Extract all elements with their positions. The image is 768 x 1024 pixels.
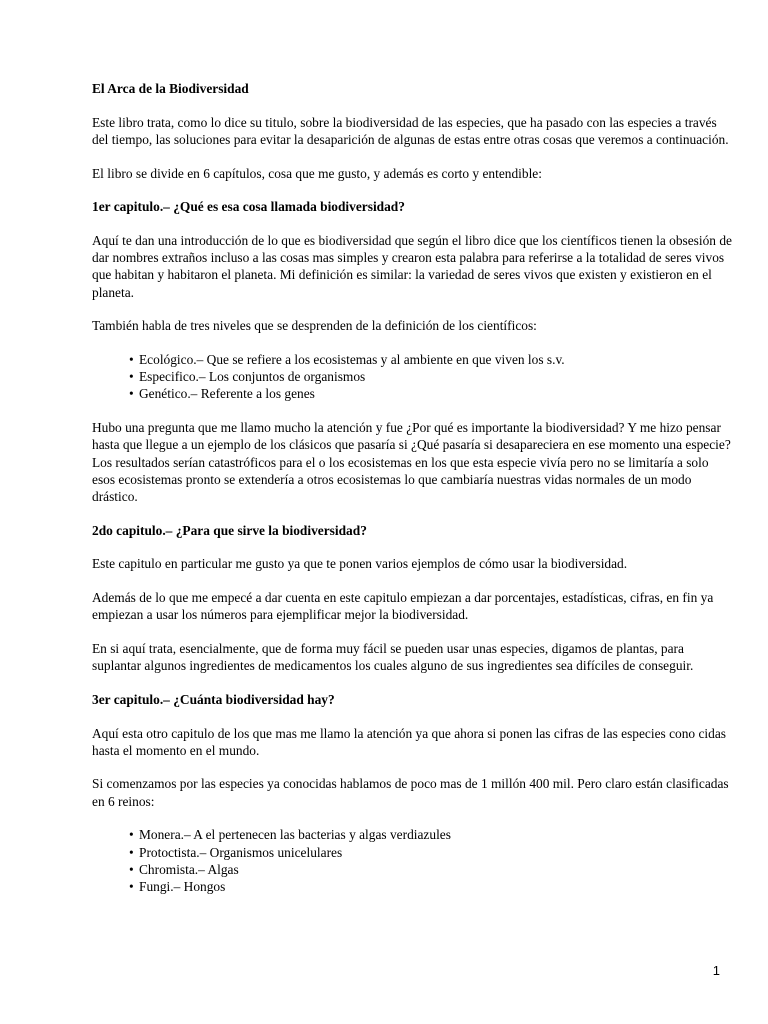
chapter-3-heading: 3er capitulo.– ¿Cuánta biodiversidad hay? [92,691,335,707]
chapter-1-heading: 1er capitulo.– ¿Qué es esa cosa llamada biodiversidad? [92,199,405,215]
chapter-1-paragraph-2: También habla de tres niveles que se desprenden de la definición de los científicos: [92,318,537,334]
list-item [129,878,732,895]
list-item [129,368,732,385]
list-item [129,385,732,402]
list-item [129,351,732,368]
chapter-3-paragraph-1: Aquí esta otro capitulo de los que mas me llamo la atención ya que ahora si ponen las cifras de las especies cono cidas hasta el momento en el mundo. [92,725,726,758]
list-item-text: Genético.– Referente a los genes [139,386,315,402]
chapter-3-kingdoms-list [92,826,732,895]
document-page [92,80,732,912]
bullet-icon: • [129,352,134,368]
chapter-2-paragraph-3: En si aquí trata, esencialmente, que de forma muy fácil se pueden usar unas especies, digamos de plantas, para suplantar algunos ingredientes de medicamentos los cuales alguno de sus ingredientes sea difíciles de conseguir. [92,640,694,674]
bullet-icon: • [129,861,134,877]
list-item-text: Monera.– A el pertenecen las bacterias y algas verdiazules [139,827,451,843]
list-item-text: Protoctista.– Organismos unicelulares [139,844,343,860]
chapter-1-levels-list [92,351,732,403]
bullet-icon: • [129,369,134,385]
chapter-3-paragraph-2: Si comenzamos por las especies ya conocidas hablamos de poco mas de 1 millón 400 mil. Pero claro están clasificadas en 6 reinos: [92,776,729,809]
chapter-2-paragraph-2: Además de lo que me empecé a dar cuenta en este capitulo empiezan a dar porcentajes, estadísticas, cifras, en fin ya empiezan a usar los números para ejemplificar mejor la biodiversidad. [92,590,714,623]
list-item-text: Fungi.– Hongos [139,879,226,894]
list-item-text: Chromista.– Algas [139,861,239,877]
bullet-icon: • [129,879,134,894]
list-item [129,844,732,861]
bullet-icon: • [129,386,134,402]
list-item [129,861,732,878]
list-item-text: Ecológico.– Que se refiere a los ecosistemas y al ambiente en que viven los s.v. [139,352,565,368]
document-title: El Arca de la Biodiversidad [92,81,249,96]
list-item-text: Especifico.– Los conjuntos de organismos [139,369,366,385]
list-item [129,826,732,843]
intro-paragraph-2: El libro se divide en 6 capítulos, cosa que me gusto, y además es corto y entendible: [92,165,542,181]
chapter-1-paragraph-3: Hubo una pregunta que me llamo mucho la atención y fue ¿Por qué es importante la biodiversidad? Y me hizo pensar hasta que llegue a un ejemplo de los clásicos que pasaría si ¿Qué pasaría si desapareciera en ese momento una especie? Los resultados serían catastróficos para el o los ecosistemas en los que esta especie vivía pero no se limitaría a solo esos ecosistemas pronto se extendería a otros ecosistemas lo que cambiaría nuestras vidas normales de un modo drástico. [92,420,731,504]
page-number: 1 [712,963,720,978]
chapter-2-heading: 2do capitulo.– ¿Para que sirve la biodiversidad? [92,522,367,538]
bullet-icon: • [129,844,134,860]
chapter-2-paragraph-1: Este capitulo en particular me gusto ya que te ponen varios ejemplos de cómo usar la biodiversidad. [92,556,628,572]
intro-paragraph-1: Este libro trata, como lo dice su titulo, sobre la biodiversidad de las especies, que ha pasado con las especies a través del tiempo, las soluciones para evitar la desaparición de algunas de estas entre otras cosas que veremos a continuación. [92,114,729,147]
chapter-1-paragraph-1: Aquí te dan una introducción de lo que es biodiversidad que según el libro dice que los científicos tienen la obsesión de dar nombres extraños incluso a las cosas mas simples y crearon esta palabra para referirse a la totalidad de seres vivos que habitan y habitaron el planeta. Mi definición es similar: la variedad de seres vivos que existen y existieron en el planeta. [92,233,732,300]
bullet-icon: • [129,827,134,843]
